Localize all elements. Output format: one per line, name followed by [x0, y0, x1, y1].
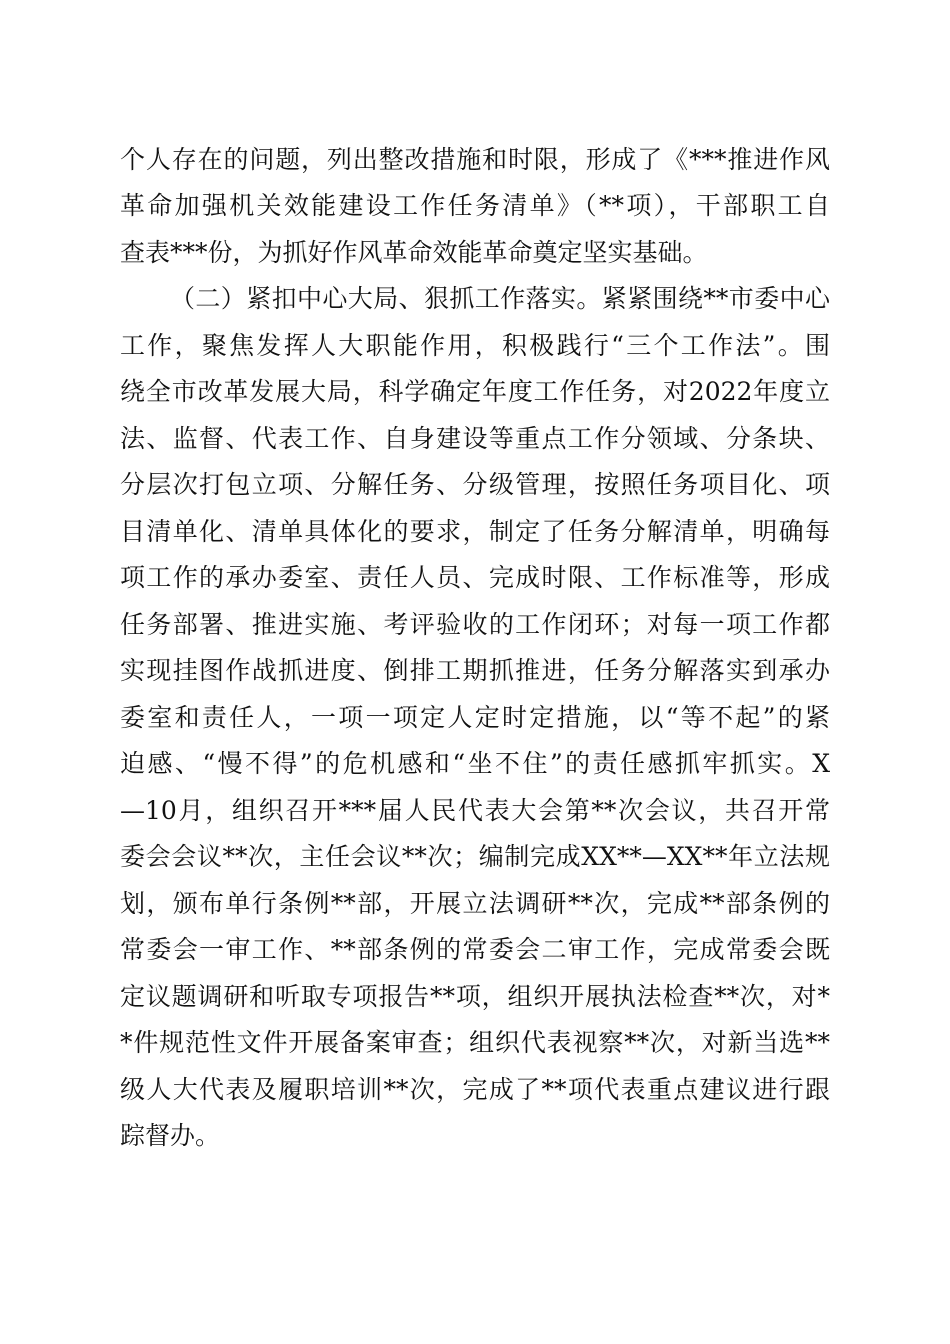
text-line: —10月，组织召开***届人民代表大会第**次会议，共召开常 — [120, 796, 830, 825]
text-line: 法、监督、代表工作、自身建设等重点工作分领域、分条块、 — [120, 424, 830, 453]
section-heading-line: （二）紧扣中心大局、狠抓工作落实。紧紧围绕**市委中心 — [170, 284, 830, 313]
text-line: 委室和责任人，一项一项定人定时定措施，以“等不起”的紧 — [120, 703, 830, 732]
text-line: 定议题调研和听取专项报告**项，组织开展执法检查**次，对* — [120, 982, 830, 1011]
text-line: 分层次打包立项、分解任务、分级管理，按照任务项目化、项 — [120, 470, 830, 499]
text-line: 查表***份，为抓好作风革命效能革命奠定坚实基础。 — [120, 238, 708, 267]
text-line: 革命加强机关效能建设工作任务清单》（**项），干部职工自 — [120, 191, 830, 220]
text-line: 绕全市改革发展大局，科学确定年度工作任务，对2022年度立 — [120, 377, 830, 406]
text-line: 级人大代表及履职培训**次，完成了**项代表重点建议进行跟 — [120, 1075, 830, 1104]
text-line: 常委会一审工作、**部条例的常委会二审工作，完成常委会既 — [120, 935, 830, 964]
text-line: 项工作的承办委室、责任人员、完成时限、工作标准等，形成 — [120, 563, 830, 592]
text-line: 工作，聚焦发挥人大职能作用，积极践行“三个工作法”。围 — [120, 331, 830, 360]
text-line: 踪督办。 — [120, 1121, 221, 1150]
text-line: 个人存在的问题，列出整改措施和时限，形成了《***推进作风 — [120, 145, 830, 174]
text-line: *件规范性文件开展备案审查；组织代表视察**次，对新当选** — [120, 1028, 830, 1057]
text-line: 目清单化、清单具体化的要求，制定了任务分解清单，明确每 — [120, 517, 830, 546]
text-line: 迫感、“慢不得”的危机感和“坐不住”的责任感抓牢抓实。X — [120, 749, 830, 778]
text-line: 划，颁布单行条例**部，开展立法调研**次，完成**部条例的 — [120, 889, 830, 918]
text-line: 委会会议**次，主任会议**次；编制完成XX**—XX**年立法规 — [120, 842, 830, 871]
text-line: 实现挂图作战抓进度、倒排工期抓推进，任务分解落实到承办 — [120, 656, 830, 685]
text-line: 任务部署、推进实施、考评验收的工作闭环；对每一项工作都 — [120, 610, 830, 639]
